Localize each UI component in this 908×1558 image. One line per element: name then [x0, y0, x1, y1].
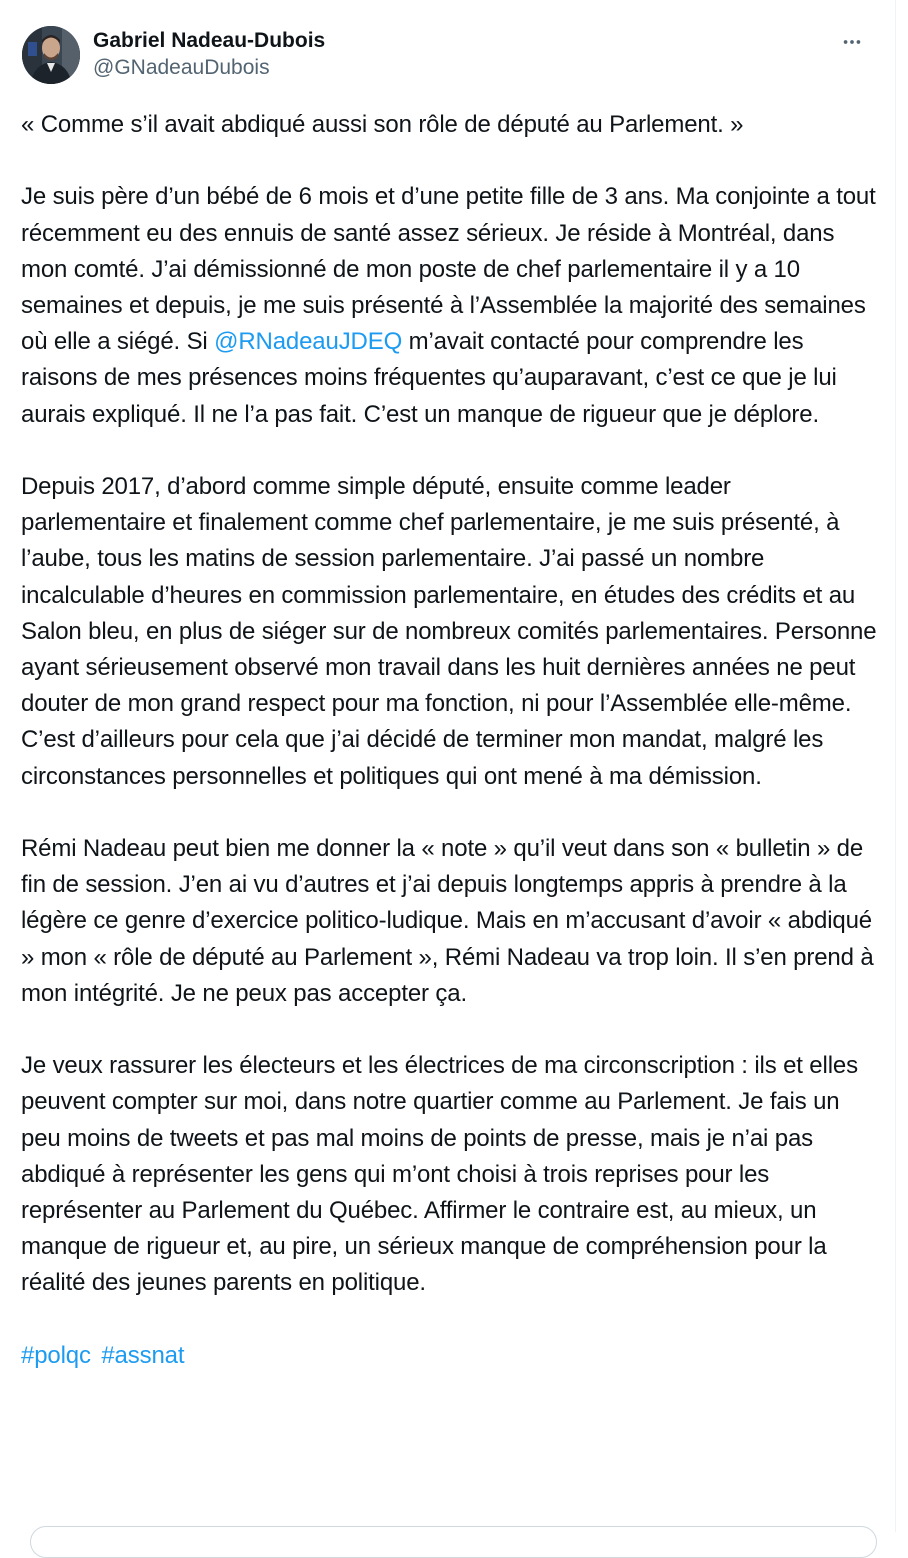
tweet-paragraph-3: Rémi Nadeau peut bien me donner la « note » qu’il veut dans son « bulletin » de fin de session. J’en ai vu d’autres et j’ai depuis longtemps appris à prendre à la légère ce genre d’exercice politico-ludique. Mais en m’accusant d’avoir « abdiqué » mon « rôle de député au Parlement », Rémi Nadeau va trop loin. Il s’en prend à mon intégrité. Je ne peux pas accepter ça.: [21, 835, 874, 1007]
embedded-card-edge[interactable]: [30, 1526, 877, 1558]
more-horizontal-icon: [841, 31, 863, 53]
profile-photo-icon: [22, 26, 80, 84]
more-options-button[interactable]: [834, 26, 870, 58]
mention-link[interactable]: @RNadeauJDEQ: [214, 328, 403, 356]
author-names: [93, 28, 325, 82]
tweet-paragraph-2: Depuis 2017, d’abord comme simple député, ensuite comme leader parlementaire et finalement comme chef parlementaire, je me suis présenté, à l’aube, tous les matins de session parlementaire. J’ai passé un nombre incalculable d’heures en commission parlementaire, en études des crédits et au Salon bleu, en plus de siéger sur de nombreux comités parlementaires. Personne ayant sérieusement observé mon travail dans les huit dernières années ne peut douter de mon grand respect pour ma fonction, ni pour l’Assemblée elle-même. C’est d’ailleurs pour cela que j’ai décidé de terminer mon mandat, malgré les circonstances personnelles et politiques qui ont mené à ma démission.: [21, 473, 877, 790]
author-display-name[interactable]: Gabriel Nadeau-Dubois: [93, 29, 326, 52]
hashtag-assnat-link[interactable]: #assnat: [101, 1341, 185, 1369]
tweet-quote: « Comme s’il avait abdiqué aussi son rôle de député au Parlement. »: [21, 111, 744, 138]
author-avatar[interactable]: [22, 26, 80, 84]
tweet-hashtags: [21, 1338, 881, 1374]
tweet-header: [22, 26, 872, 86]
author-handle[interactable]: @GNadeauDubois: [93, 56, 270, 79]
tweet-paragraph-4: Je veux rassurer les électeurs et les électrices de ma circonscription : ils et elles peuvent compter sur moi, dans notre quartier comme au Parlement. Je fais un peu moins de tweets et pas mal moins de points de presse, mais je n’ai pas abdiqué à représenter les gens qui m’ont choisi à trois reprises pour les représenter au Parlement du Québec. Affirmer le contraire est, au mieux, un manque de rigueur et, au pire, un sérieux manque de compréhension pour la réalité des jeunes parents en politique.: [21, 1052, 858, 1297]
timeline-divider: [895, 0, 896, 1532]
tweet-paragraph-1: [21, 179, 881, 432]
hashtag-polqc-link[interactable]: #polqc: [21, 1341, 91, 1369]
tweet-text: [21, 107, 881, 1410]
paragraph-1-text-before: Je suis père d’un bébé de 6 mois et d’une petite fille de 3 ans. Ma conjointe a tout récemment eu des ennuis de santé assez sérieux. Je réside à Montréal, dans mon comté. J’ai démissionné de mon poste de chef parlementaire il y a 10 semaines et depuis, je me suis présenté à l’Assemblée la majorité des semaines où elle a siégé. Si: [21, 183, 876, 356]
paragraph-1-text-after: m’avait contacté pour comprendre les raisons de mes présences moins fréquentes qu’auparavant, c’est ce que je lui aurais expliqué. Il ne l’a pas fait. C’est un manque de rigueur que je déplore.: [21, 328, 837, 428]
